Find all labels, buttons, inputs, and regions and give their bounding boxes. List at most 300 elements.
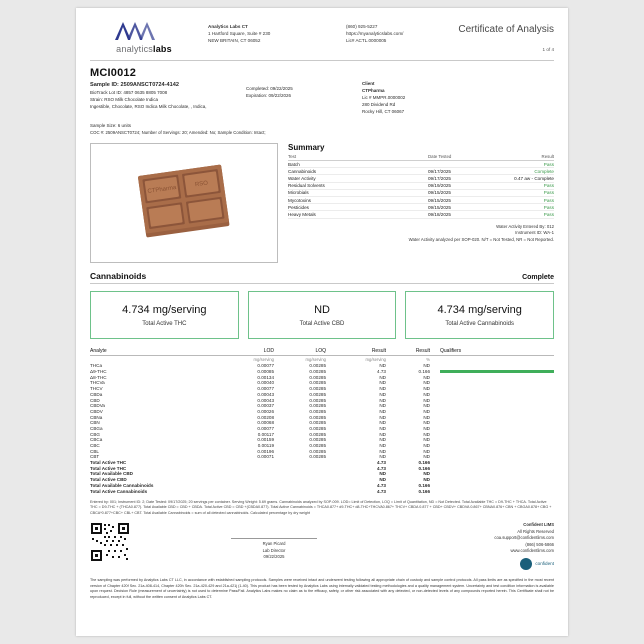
- col-loq: LOQ: [315, 348, 326, 355]
- analyte-loq: [274, 466, 326, 471]
- analyte-result-mg: 4.73: [377, 482, 386, 488]
- qr-code-icon: [90, 522, 130, 562]
- completed-row: [246, 86, 356, 93]
- analyte-qualifier: [430, 386, 554, 391]
- analyte-row: [90, 443, 554, 449]
- analyte-name: Total Available CBD: [90, 471, 133, 477]
- analyte-loq: 0.00285: [309, 397, 326, 403]
- analyte-qualifier: [430, 363, 554, 368]
- svg-text:RSO: RSO: [194, 180, 209, 189]
- analyte-result-mg: 4.73: [377, 369, 386, 375]
- analyte-qualifier: [430, 403, 554, 408]
- unit-lod: mg/serving: [253, 357, 274, 363]
- analyte-result-mg: ND: [379, 437, 386, 443]
- analyte-name: CBNa: [90, 414, 103, 420]
- svg-text:CTPharma: CTPharma: [147, 184, 177, 195]
- lab-website[interactable]: https://myanalyticslabs.com/: [346, 30, 404, 36]
- col-result-pct: Result: [415, 348, 430, 355]
- total-active-cannabinoids-value: 4.734 mg/serving: [437, 303, 522, 316]
- lab-contact-block: [346, 18, 424, 45]
- sample-meta: [90, 81, 554, 116]
- analyte-qualifier: [430, 380, 554, 385]
- analyte-result-pct: ND: [423, 454, 430, 460]
- analyte-lod: 0.00040: [257, 380, 274, 386]
- summary-table-header: [288, 154, 554, 161]
- analyte-result-mg: ND: [379, 443, 386, 448]
- summary-test-result: Pass: [543, 204, 554, 210]
- analyte-qualifier: [430, 477, 554, 482]
- lab-address-line-2: NEW BRITAIN, CT 06052: [208, 37, 261, 43]
- analyte-qualifier: [430, 483, 554, 488]
- analyte-result-mg: ND: [379, 408, 386, 414]
- analyte-row: [90, 488, 554, 494]
- analyte-name: Δ9-THC: [90, 369, 107, 375]
- client-name: CTPharma: [362, 87, 385, 93]
- analyte-name: CBC: [90, 443, 100, 448]
- col-qualifiers: Qualifiers: [440, 348, 462, 355]
- total-active-cbd-value: ND: [314, 303, 330, 316]
- summary-row: [288, 168, 554, 175]
- summary-test-result: 0.47 aw - Complete: [514, 176, 554, 181]
- analyte-qualifier: [430, 449, 554, 454]
- analyte-result-mg: ND: [379, 454, 386, 460]
- lab-address-line-1: 1 Hartford Square, Suite # 230: [208, 30, 271, 36]
- analyte-row: [90, 391, 554, 397]
- analyte-name: Total Active THC: [90, 465, 127, 471]
- analyte-name: CBGa: [90, 425, 103, 431]
- cannabinoids-header: [90, 271, 554, 281]
- summary-test-result: Pass: [543, 190, 554, 196]
- analyte-row: [90, 426, 554, 432]
- analyte-result-pct: ND: [423, 363, 430, 369]
- analyte-row: [90, 437, 554, 443]
- analyte-lod: 0.00208: [257, 414, 274, 420]
- analyte-result-mg: ND: [379, 380, 386, 386]
- analyte-result-pct: ND: [423, 425, 430, 431]
- summary-row: [288, 197, 554, 204]
- lab-logo-text-bold: labs: [153, 44, 172, 54]
- total-active-thc-value: 4.734 mg/serving: [122, 303, 207, 316]
- analyte-result-mg: ND: [379, 397, 386, 403]
- total-active-cannabinoids-label: Total Active Cannabinoids: [445, 320, 515, 327]
- summary-header-test: Test: [288, 154, 297, 160]
- analyte-loq: 0.00285: [309, 454, 326, 460]
- order-id: MCI0012: [90, 67, 137, 79]
- analyte-lod: 0.00085: [257, 369, 274, 375]
- analyte-result-pct: ND: [423, 437, 430, 443]
- analyte-qualifier: [430, 443, 554, 448]
- analyte-name: CBDVa: [90, 403, 105, 409]
- analyte-qualifier: [430, 466, 554, 471]
- matrix: Ingestible, Chocolate, RSO Indica Milk Chocolate, , Indica,: [90, 103, 207, 109]
- confident-lims-block: [418, 522, 554, 570]
- total-active-thc-label: Total Active THC: [142, 320, 187, 327]
- lab-phone: (860) 925-5227: [346, 24, 378, 29]
- summary-test-result: Pass: [543, 161, 554, 167]
- coa-page: [76, 8, 568, 636]
- analyte-name: CBDa: [90, 391, 103, 397]
- analytics-labs-mark-icon: [113, 20, 175, 42]
- confident-lims-email[interactable]: coa.support@confidentlims.com: [494, 535, 554, 541]
- page-title: Certificate of Analysis: [458, 24, 554, 35]
- analyte-loq: 0.00285: [309, 374, 326, 380]
- analyte-qualifier: [430, 392, 554, 397]
- confident-badge: [418, 558, 554, 570]
- analyte-result-pct: ND: [423, 403, 430, 409]
- header-divider: [90, 60, 554, 61]
- sample-id-label: Sample ID:: [90, 82, 119, 88]
- analyte-result-pct: ND: [423, 471, 430, 477]
- completed-value: 09/22/2025: [270, 86, 293, 91]
- analyte-result-pct: 0.166: [418, 465, 430, 471]
- cannabinoids-divider: [90, 283, 554, 284]
- analyte-qualifier: [430, 409, 554, 414]
- analyte-row: [90, 465, 554, 471]
- analyte-row: [90, 454, 554, 460]
- analyte-result-mg: 4.73: [377, 460, 386, 466]
- summary-test-date: 09/15/2025: [428, 190, 451, 196]
- total-active-cannabinoids-box: [405, 291, 554, 339]
- chain-of-custody: COC #: 2509ANSCT0724; Number of Servings: 20; Amended: No; Sample Condition: Intact;: [90, 129, 266, 135]
- analyte-result-pct: ND: [423, 420, 430, 426]
- analyte-lod: [216, 471, 274, 476]
- lab-logo: [90, 18, 198, 54]
- confident-lims-website[interactable]: www.confidentlims.com: [510, 548, 554, 554]
- analyte-name: CBL: [90, 448, 99, 454]
- analyte-lod: 0.00196: [257, 448, 274, 454]
- analyte-row: [90, 403, 554, 409]
- client-block: [362, 81, 554, 116]
- col-result-mg: Result: [371, 348, 386, 355]
- analyte-result-mg: ND: [379, 448, 386, 454]
- analyte-result-mg: ND: [379, 386, 386, 392]
- analyte-loq: 0.00285: [309, 443, 326, 448]
- analyte-row: [90, 397, 554, 403]
- analyte-name: THCVa: [90, 380, 105, 386]
- summary-test-result: Pass: [543, 211, 554, 217]
- expiration-value: 09/22/2026: [268, 92, 292, 98]
- analyte-loq: 0.00285: [309, 408, 326, 414]
- analyte-lod: 0.00043: [257, 397, 274, 403]
- summary-test-date: 09/17/2025: [428, 176, 451, 181]
- analyte-result-mg: ND: [379, 403, 386, 409]
- analyte-name: CBN: [90, 420, 100, 426]
- analyte-name: CBD: [90, 397, 100, 403]
- confident-lims-name: Confident LIMS: [523, 522, 554, 528]
- summary-test-date: 09/18/2025: [428, 211, 451, 217]
- analyte-qualifier: [430, 398, 554, 403]
- analyte-result-pct: ND: [423, 477, 430, 483]
- analyte-name: CBCa: [90, 437, 103, 443]
- analyte-name: Total Available Cannabinoids: [90, 482, 154, 488]
- lab-address-block: [208, 18, 336, 45]
- sample-size: Sample Size: 6 units: [90, 122, 132, 128]
- analyte-name: CBT: [90, 454, 100, 460]
- analyte-qualifier: [430, 454, 554, 459]
- col-analyte: Analyte: [90, 348, 107, 355]
- summary-table-body: [288, 161, 554, 219]
- signature-line: [231, 538, 317, 539]
- confident-logo-icon: [520, 558, 532, 570]
- sample-meta-dates: [246, 81, 356, 116]
- summary-test-name: Pesticides: [288, 204, 309, 210]
- analyte-lod: 0.00134: [257, 374, 274, 380]
- analyte-table-body: [90, 363, 554, 494]
- signature-block: [138, 522, 410, 560]
- summary-row: [288, 175, 554, 182]
- analyte-result-pct: ND: [423, 431, 430, 437]
- analyte-lod: [216, 483, 274, 488]
- signature-row: [90, 522, 554, 570]
- analyte-lod: 0.00037: [257, 403, 274, 409]
- analyte-loq: 0.00285: [309, 420, 326, 426]
- sample-meta-left: [90, 81, 240, 116]
- summary-row: [288, 204, 554, 211]
- analyte-lod: 0.00068: [257, 420, 274, 426]
- analyte-table-header: [90, 348, 554, 356]
- client-address-1: 280 Dividend Rd: [362, 101, 396, 107]
- expiration-label: Expiration:: [246, 92, 268, 98]
- signer-role: Lab Director: [262, 547, 286, 553]
- sample-photo: [90, 143, 278, 263]
- client-license: Lic # MMPR.0000002: [362, 94, 406, 100]
- summary-header-result: Result: [541, 154, 554, 160]
- analyte-row: [90, 477, 554, 483]
- analyte-result-mg: ND: [379, 391, 386, 397]
- analyte-name: THCa: [90, 363, 102, 369]
- coa-title-block: [434, 18, 554, 52]
- analyte-lod: 0.00077: [257, 425, 274, 431]
- analyte-loq: [274, 483, 326, 488]
- analyte-result-mg: ND: [379, 471, 386, 477]
- analyte-result-mg: 4.73: [377, 465, 386, 471]
- analyte-lod: 0.00026: [257, 408, 274, 414]
- summary-test-name: Residual Solvents: [288, 183, 325, 189]
- analyte-result-pct: 0.166: [418, 482, 430, 488]
- analyte-result-mg: ND: [379, 414, 386, 420]
- analyte-lod: 0.00119: [257, 443, 274, 448]
- col-lod: LOD: [263, 348, 274, 355]
- analyte-qualifier: [430, 437, 554, 442]
- analyte-result-pct: ND: [423, 374, 430, 380]
- analyte-result-mg: ND: [379, 363, 386, 369]
- analyte-lod: [216, 460, 274, 465]
- client-label: Client: [362, 81, 375, 86]
- note-sop: Water Activity analyzed per SOP-020. N/T = Not Tested, NR = Not Reported.: [408, 236, 554, 242]
- analyte-result-pct: ND: [423, 408, 430, 414]
- analyte-result-pct: 0.166: [418, 369, 430, 375]
- analyte-row: [90, 448, 554, 454]
- summary-title: Summary: [288, 143, 325, 153]
- cannabinoids-footnote: Entered by: 001; Instrument ID: 2; Date Tested: 09/17/2025; 20 servings per container. Serving Weight: 5.69 grams. Cannabinoids analyzed by SOP-009. LOD= Limit of Detection, LOQ = Limit of Quantitation, ND = Not Detected. Total Available THC = D9-THC + THCA. Total Active THC = D9-THC + (THCA0.877). Total Available CBD = CBD + CBDA. Total Active CBD = CBD +(CBDA0.877). Total Active Cannabinoids = THCA0.877+ d9-THC+ d8-THC+THCVA0.867+ THCV+ CBDA 0.877 + CBD+ CBDV+ CBDVA 0.867+ CBNA0.876+ CBN + CBGA0.878+ CBG + CBCA*0.877+CBC+ CBL+ CBT. Total Available Cannabinoids = sum of all detected cannabinoids. Calculated percentage by dry weight: [90, 499, 552, 515]
- summary-test-name: Water Activity: [288, 176, 316, 181]
- analyte-result-pct: ND: [423, 386, 430, 392]
- cannabinoids-status: Complete: [522, 274, 554, 282]
- summary-row: [288, 190, 554, 197]
- summary-test-date: [428, 162, 502, 167]
- analyte-row: [90, 374, 554, 380]
- analyte-row: [90, 471, 554, 477]
- note-instrument: Instrument ID: WA-1: [515, 230, 554, 236]
- analyte-loq: 0.00285: [309, 380, 326, 386]
- biotrack-lot: BioTrack Lot ID: 4857 0635 8805 7008: [90, 89, 168, 95]
- analyte-loq: 0.00285: [309, 386, 326, 392]
- analyte-row: [90, 409, 554, 415]
- summary-row: [288, 211, 554, 218]
- summary-test-date: 09/15/2025: [428, 197, 451, 203]
- analyte-row: [90, 482, 554, 488]
- analyte-loq: [274, 489, 326, 494]
- page-number: 1 of 4: [542, 47, 554, 52]
- confident-lims-phone: (866) 506-5866: [525, 541, 554, 547]
- analyte-lod: 0.00071: [257, 454, 274, 460]
- analyte-loq: 0.00285: [309, 437, 326, 443]
- analyte-result-mg: 4.73: [377, 488, 386, 494]
- lab-license: Lic# ACTL.0000005: [346, 37, 387, 43]
- strain: Strain: RSO Milk Chocolate Indica: [90, 96, 159, 102]
- analyte-qualifier: [430, 369, 554, 374]
- unit-result-pct: %: [426, 357, 430, 363]
- analyte-result-pct: ND: [423, 414, 430, 420]
- analyte-result-mg: ND: [379, 431, 386, 437]
- analyte-loq: [274, 471, 326, 476]
- unit-analyte: [90, 357, 216, 362]
- analyte-row: [90, 363, 554, 369]
- analyte-result-pct: 0.166: [418, 488, 430, 494]
- analyte-lod: 0.00077: [257, 363, 274, 369]
- analyte-qualifier: [430, 471, 554, 476]
- analyte-loq: 0.00285: [309, 448, 326, 454]
- analyte-result-pct: ND: [423, 397, 430, 403]
- analyte-row: [90, 380, 554, 386]
- analyte-name: Total Active THC: [90, 460, 127, 466]
- analyte-lod: [216, 477, 274, 482]
- summary-test-result: Pass: [543, 197, 554, 203]
- document-header: [90, 18, 554, 54]
- summary-header-date: Date Tested: [428, 154, 452, 160]
- analyte-result-pct: 0.166: [418, 460, 430, 466]
- summary-test-name: Heavy Metals: [288, 211, 316, 217]
- analyte-lod: [216, 489, 274, 494]
- summary-test-name: Microbials: [288, 190, 309, 196]
- analyte-result-pct: ND: [423, 380, 430, 386]
- signer-name: Ryan Picard: [262, 541, 286, 547]
- note-entered-by: Water Activity Entered By: 012: [496, 223, 554, 229]
- summary-test-name: Cannabinoids: [288, 168, 317, 174]
- analyte-loq: 0.00285: [309, 425, 326, 431]
- summary-panel: [288, 143, 554, 263]
- summary-test-date: 09/15/2025: [428, 204, 451, 210]
- analyte-row: [90, 386, 554, 392]
- lab-org-name: Analytics Labs CT: [208, 24, 248, 29]
- total-active-cbd-box: [248, 291, 397, 339]
- completed-label: Completed:: [246, 86, 270, 91]
- analyte-loq: [274, 477, 326, 482]
- disclaimer-text: The sampling was performed by Analytics Labs CT LLC, in accordance with established sampling protocols. Samples were received intact and underwent testing following all appropriate chain of custody and sample control protocols. All pass limits are as specified in the most recent version of Chapter 420f Sec. 21a-408-414, Chapter 420h Sec. 21a-420-429 and 21a-421j (1-40). This product has been tested by Analytics Labs using internally validated testing methodologies and a quality management system. Uncertainty and test condition information is available upon request. Decision Rule (measurement of uncertainty) is not used to determine Pass/Fail. Analytics Labs makes no claim as to the efficacy, safety, or other risk associated with any detected, or non-detected levels of any compounds reported herein. This Certificate shall not be reproduced, except in full, without the written consent of Analytics Labs CT.: [90, 577, 554, 600]
- summary-test-result: Pass: [543, 183, 554, 189]
- analyte-loq: 0.00285: [309, 403, 326, 409]
- analyte-loq: [274, 460, 326, 465]
- analyte-name: CBDV: [90, 408, 103, 414]
- sample-id-row: [90, 81, 240, 90]
- cannabinoids-heading: Cannabinoids: [90, 271, 147, 282]
- analyte-result-pct: ND: [423, 443, 430, 448]
- analyte-row: [90, 414, 554, 420]
- client-address-2: Rocky Hill, CT 06067: [362, 108, 405, 114]
- summary-row: [288, 183, 554, 190]
- signature-date: 09/22/2025: [263, 554, 285, 560]
- unit-qualifiers: [430, 357, 554, 362]
- sample-id-value: 2509ANSCT0724-4142: [120, 82, 179, 88]
- total-active-thc-box: [90, 291, 239, 339]
- summary-test-result: Complete: [534, 168, 554, 174]
- potency-boxes: [90, 291, 554, 339]
- analyte-row: [90, 460, 554, 466]
- analyte-row: [90, 431, 554, 437]
- analyte-lod: 0.00117: [257, 431, 274, 437]
- qr-code[interactable]: [90, 522, 130, 562]
- confident-badge-text: confident: [535, 561, 554, 567]
- analyte-name: CBG: [90, 431, 100, 437]
- analyte-loq: 0.00285: [309, 414, 326, 420]
- analyte-result-mg: ND: [379, 477, 386, 483]
- chocolate-bar-image: [124, 160, 244, 246]
- analyte-result-pct: ND: [423, 448, 430, 454]
- summary-row: [288, 161, 554, 168]
- summary-test-name: Mycotoxins: [288, 197, 311, 203]
- analyte-qualifier: [430, 460, 554, 465]
- analyte-lod: 0.00159: [257, 437, 274, 443]
- unit-loq: mg/serving: [305, 357, 326, 363]
- analyte-row: [90, 369, 554, 375]
- analyte-qualifier: [430, 432, 554, 437]
- lab-logo-text-light: analytics: [116, 44, 153, 54]
- analyte-result-mg: ND: [379, 425, 386, 431]
- analyte-qualifier: [430, 420, 554, 425]
- analyte-result-mg: ND: [379, 420, 386, 426]
- analyte-name: Total Active CBD: [90, 477, 127, 483]
- analyte-qualifier: [430, 415, 554, 420]
- analyte-table-units: [90, 356, 554, 363]
- total-active-cbd-label: Total Active CBD: [299, 320, 345, 327]
- analyte-name: Δ8-THC: [90, 374, 107, 380]
- expiration-row: [246, 93, 356, 100]
- analyte-result-pct: ND: [423, 391, 430, 397]
- summary-test-name: Batch: [288, 161, 300, 167]
- analyte-qualifier: [430, 426, 554, 431]
- confident-lims-rights: All Rights Reserved: [517, 528, 554, 534]
- analyte-name: THCV: [90, 386, 103, 392]
- analyte-result-mg: ND: [379, 374, 386, 380]
- analyte-loq: 0.00285: [309, 391, 326, 397]
- analyte-qualifier: [430, 375, 554, 380]
- analyte-loq: 0.00285: [309, 431, 326, 437]
- analyte-qualifier: [430, 489, 554, 494]
- analyte-loq: 0.00285: [309, 363, 326, 369]
- summary-test-date: 09/19/2025: [428, 183, 451, 189]
- analyte-lod: 0.00043: [257, 391, 274, 397]
- analyte-row: [90, 420, 554, 426]
- analyte-table: [90, 348, 554, 494]
- unit-result-mg: mg/serving: [365, 357, 386, 363]
- analyte-lod: 0.00077: [257, 386, 274, 392]
- analyte-loq: 0.00285: [309, 369, 326, 375]
- analyte-lod: [216, 466, 274, 471]
- analyte-level-bar: [440, 370, 554, 373]
- analyte-name: Total Active Cannabinoids: [90, 488, 148, 494]
- lab-logo-text: [90, 44, 198, 54]
- water-activity-notes: [288, 224, 554, 244]
